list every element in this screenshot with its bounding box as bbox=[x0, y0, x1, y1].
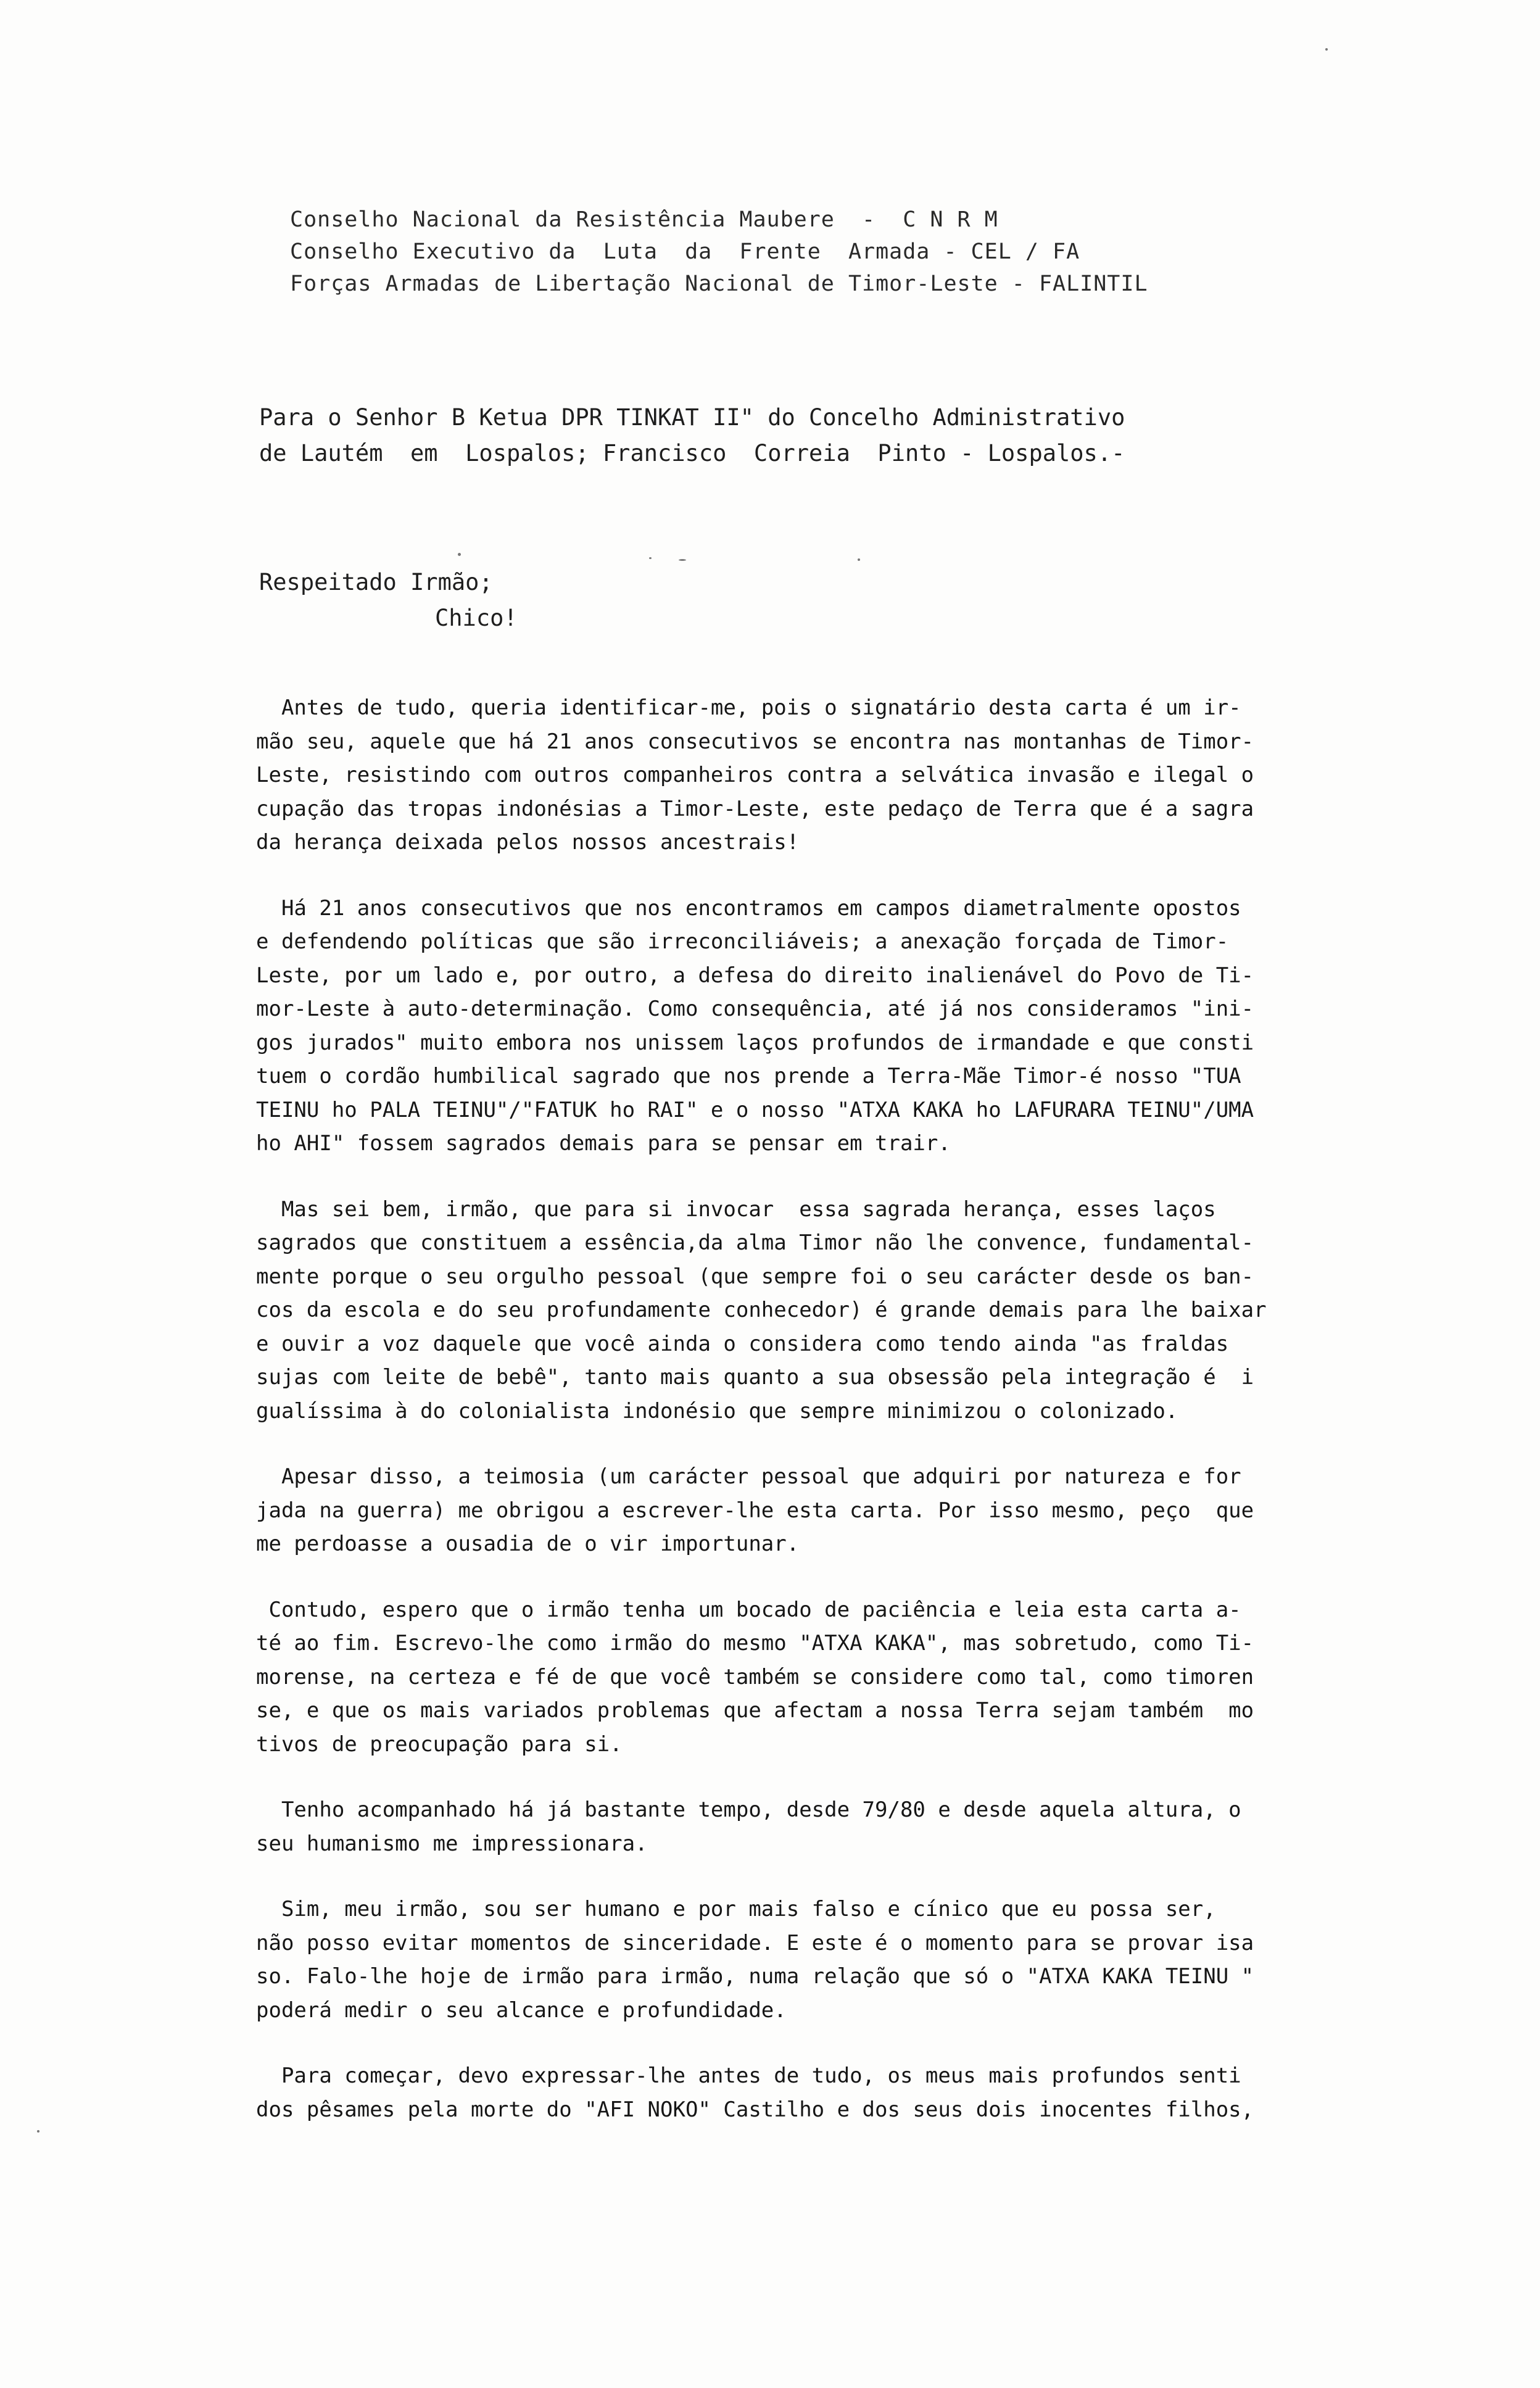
scan-speck bbox=[1325, 48, 1328, 51]
body-line: mente porque o seu orgulho pessoal (que sempre foi o seu carácter desde os ban- bbox=[256, 1264, 1254, 1289]
body-line: Leste, resistindo com outros companheiros contra a selvática invasão e ilegal o bbox=[256, 763, 1254, 787]
body-line: sagrados que constituem a essência,da alma Timor não lhe convence, fundamental- bbox=[256, 1230, 1254, 1255]
body-paragraph bbox=[256, 691, 1428, 860]
body-line: gualíssima à do colonialista indonésio que sempre minimizou o colonizado. bbox=[256, 1398, 1178, 1424]
body-paragraph bbox=[256, 1460, 1428, 1561]
body-line: mor-Leste à auto-determinação. Como consequência, até já nos consideramos "ini- bbox=[256, 997, 1254, 1021]
body-line: Há 21 anos consecutivos que nos encontramos em campos diametralmente opostos bbox=[256, 895, 1241, 921]
scan-speck bbox=[679, 559, 686, 561]
letter-body bbox=[256, 691, 1428, 2158]
body-line: poderá medir o seu alcance e profundidade. bbox=[256, 1997, 787, 2023]
body-line: tivos de preocupação para si. bbox=[256, 1731, 623, 1757]
body-line: dos pêsames pela morte do "AFI NOKO" Castilho e dos seus dois inocentes filhos, bbox=[256, 2097, 1254, 2122]
scan-speck bbox=[458, 553, 461, 556]
body-line: tuem o cordão humbilical sagrado que nos prende a Terra-Mãe Timor-é nosso "TUA bbox=[256, 1064, 1241, 1088]
letterhead-line: Conselho Executivo da Luta da Frente Armada - CEL / FA bbox=[290, 239, 1080, 264]
body-line: da herança deixada pelos nossos ancestrais! bbox=[256, 830, 800, 855]
body-line: mão seu, aquele que há 21 anos consecutivos se encontra nas montanhas de Timor- bbox=[256, 729, 1254, 754]
body-line: Para começar, devo expressar-lhe antes de tudo, os meus mais profundos senti bbox=[256, 2063, 1241, 2088]
body-paragraph bbox=[256, 2059, 1428, 2126]
body-line: Sim, meu irmão, sou ser humano e por mais falso e cínico que eu possa ser, bbox=[256, 1897, 1216, 1922]
body-line: Apesar disso, a teimosia (um carácter pessoal que adquiri por natureza e for bbox=[256, 1464, 1241, 1489]
addressee-line: Para o Senhor B Ketua DPR TINKAT II" do Concelho Administrativo bbox=[259, 404, 1125, 431]
body-line: não posso evitar momentos de sinceridade. E este é o momento para se provar isa bbox=[256, 1930, 1254, 1955]
body-line: té ao fim. Escrevo-lhe como irmão do mesmo "ATXA KAKA", mas sobretudo, como Ti- bbox=[256, 1631, 1254, 1656]
letterhead-line: Conselho Nacional da Resistência Maubere - C N R M bbox=[290, 207, 998, 232]
body-line: ho AHI" fossem sagrados demais para se pensar em trair. bbox=[256, 1131, 951, 1156]
addressee-line: de Lautém em Lospalos; Francisco Correia Pinto - Lospalos.- bbox=[259, 440, 1125, 466]
body-line: Mas sei bem, irmão, que para si invocar essa sagrada herança, esses laços bbox=[256, 1196, 1216, 1222]
scan-speck bbox=[649, 557, 652, 559]
body-line: cos da escola e do seu profundamente conhecedor) é grande demais para lhe baixar bbox=[256, 1298, 1267, 1322]
body-line: me perdoasse a ousadia de o vir importunar. bbox=[256, 1532, 800, 1556]
body-line: e defendendo políticas que são irreconciliáveis; a anexação forçada de Timor- bbox=[256, 929, 1229, 954]
salutation bbox=[259, 565, 518, 636]
body-line: morense, na certeza e fé de que você também se considere como tal, como timoren bbox=[256, 1664, 1254, 1689]
body-line: sujas com leite de bebê", tanto mais quanto a sua obsessão pela integração é i bbox=[256, 1365, 1254, 1390]
body-line: se, e que os mais variados problemas que afectam a nossa Terra sejam também mo bbox=[256, 1698, 1254, 1723]
body-line: seu humanismo me impressionara. bbox=[256, 1831, 648, 1856]
body-line: cupação das tropas indonésias a Timor-Leste, este pedaço de Terra que é a sagra bbox=[256, 796, 1254, 821]
addressee-block bbox=[259, 400, 1296, 471]
body-line: Tenho acompanhado há já bastante tempo, desde 79/80 e desde aquela altura, o bbox=[256, 1797, 1241, 1822]
body-line: e ouvir a voz daquele que você ainda o considera como tendo ainda "as fraldas bbox=[256, 1331, 1229, 1356]
body-line: gos jurados" muito embora nos unissem laços profundos de irmandade e que consti bbox=[256, 1030, 1254, 1055]
body-line: Antes de tudo, queria identificar-me, pois o signatário desta carta é um ir- bbox=[256, 695, 1241, 720]
body-line: TEINU ho PALA TEINU"/"FATUK ho RAI" e o nosso "ATXA KAKA ho LAFURARA TEINU"/UMA bbox=[256, 1097, 1254, 1122]
scan-speck bbox=[37, 2130, 39, 2133]
letterhead bbox=[290, 204, 1290, 300]
body-paragraph bbox=[256, 1793, 1428, 1860]
body-line: Leste, por um lado e, por outro, a defesa do direito inalienável do Povo de Ti- bbox=[256, 963, 1254, 988]
body-line: Contudo, espero que o irmão tenha um bocado de paciência e leia esta carta a- bbox=[256, 1597, 1241, 1622]
scan-speck bbox=[858, 558, 860, 561]
body-paragraph bbox=[256, 1193, 1428, 1428]
salutation-name: Chico! bbox=[435, 605, 518, 631]
body-paragraph bbox=[256, 1893, 1428, 2027]
body-line: jada na guerra) me obrigou a escrever-lhe esta carta. Por isso mesmo, peço que bbox=[256, 1498, 1254, 1523]
body-line: so. Falo-lhe hoje de irmão para irmão, numa relação que só o "ATXA KAKA TEINU " bbox=[256, 1964, 1254, 1989]
body-paragraph bbox=[256, 1593, 1428, 1762]
body-paragraph bbox=[256, 892, 1428, 1161]
salutation-line: Respeitado Irmão; bbox=[259, 569, 493, 595]
letterhead-line: Forças Armadas de Libertação Nacional de Timor-Leste - FALINTIL bbox=[290, 272, 1148, 296]
